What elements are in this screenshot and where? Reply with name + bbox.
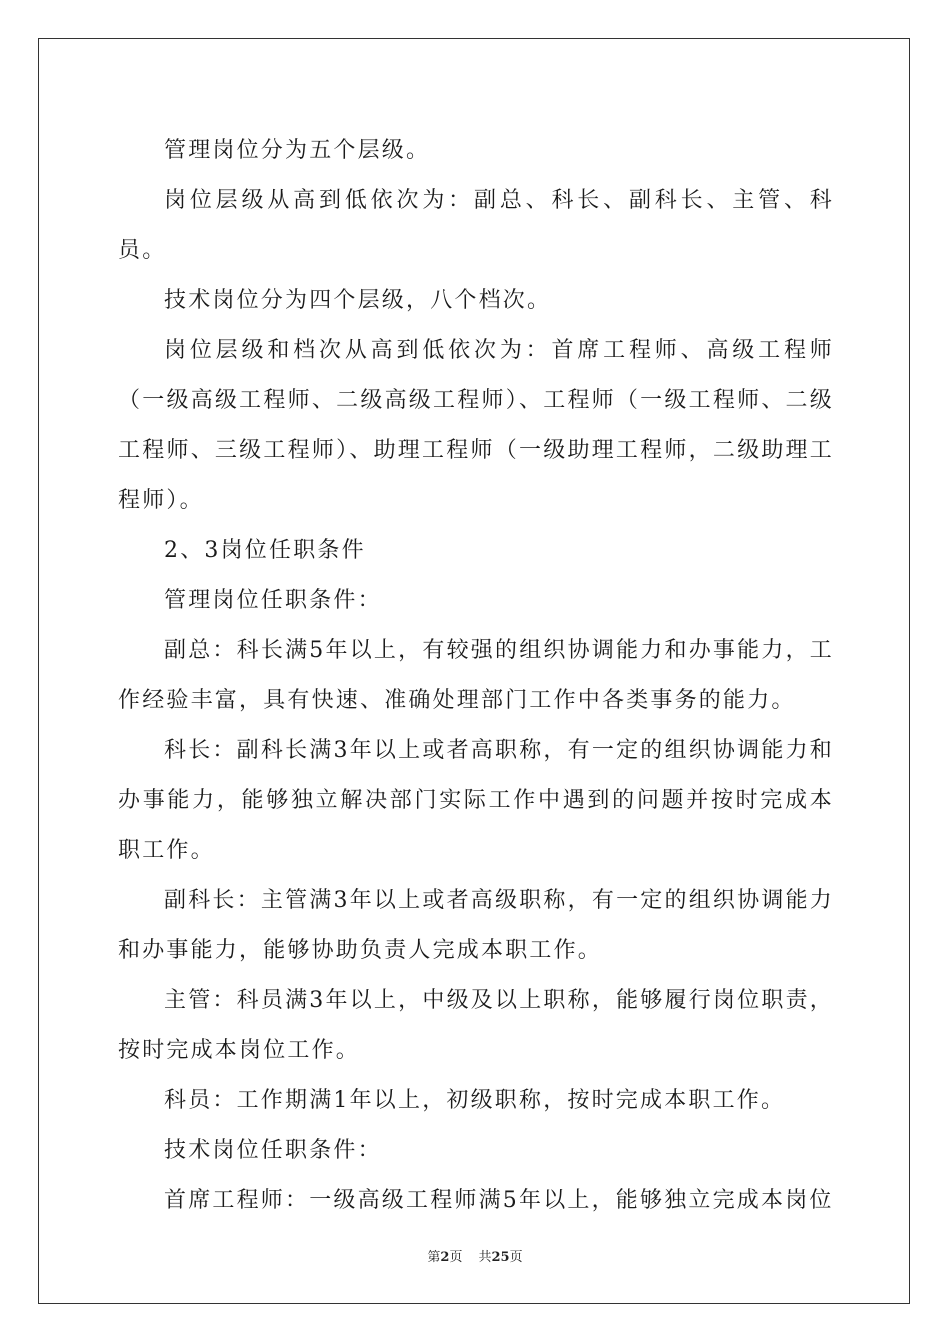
paragraph: 科员：工作期满1年以上，初级职称，按时完成本职工作。 — [164, 1088, 786, 1113]
page-number: 2 — [440, 1250, 450, 1265]
page-footer — [0, 1246, 950, 1265]
document-body — [118, 126, 834, 1226]
total-prefix: 共 — [478, 1250, 492, 1265]
paragraph: 岗位层级从高到低依次为：副总、科长、副科长、主管、科员。 — [118, 188, 834, 263]
paragraph: 科长：副科长满3年以上或者高职称，有一定的组织协调能力和办事能力，能够独立解决部门实际工作中遇到的问题并按时完成本职工作。 — [118, 738, 834, 863]
page-prefix: 第 — [427, 1250, 441, 1265]
paragraph: 岗位层级和档次从高到低依次为：首席工程师、高级工程师（一级高级工程师、二级高级工程师）、工程师（一级工程师、二级工程师、三级工程师）、助理工程师（一级助理工程师，二级助理工程师）。 — [118, 338, 834, 513]
paragraph: 管理岗位任职条件： — [164, 588, 382, 613]
paragraph: 管理岗位分为五个层级。 — [164, 138, 431, 163]
total-pages: 25 — [491, 1250, 510, 1265]
page-unit: 页 — [449, 1250, 463, 1265]
total-unit: 页 — [509, 1250, 523, 1265]
paragraph: 技术岗位分为四个层级，八个档次。 — [164, 288, 552, 313]
paragraph: 副科长：主管满3年以上或者高级职称，有一定的组织协调能力和办事能力，能够协助负责人完成本职工作。 — [118, 888, 834, 963]
paragraph: 副总：科长满5年以上，有较强的组织协调能力和办事能力，工作经验丰富，具有快速、准确处理部门工作中各类事务的能力。 — [118, 638, 834, 713]
paragraph: 主管：科员满3年以上，中级及以上职称，能够履行岗位职责，按时完成本岗位工作。 — [118, 988, 834, 1063]
paragraph: 首席工程师：一级高级工程师满5年以上，能够独立完成本岗位 — [164, 1188, 834, 1213]
section-heading: 2、3岗位任职条件 — [164, 538, 366, 563]
paragraph: 技术岗位任职条件： — [164, 1138, 382, 1163]
